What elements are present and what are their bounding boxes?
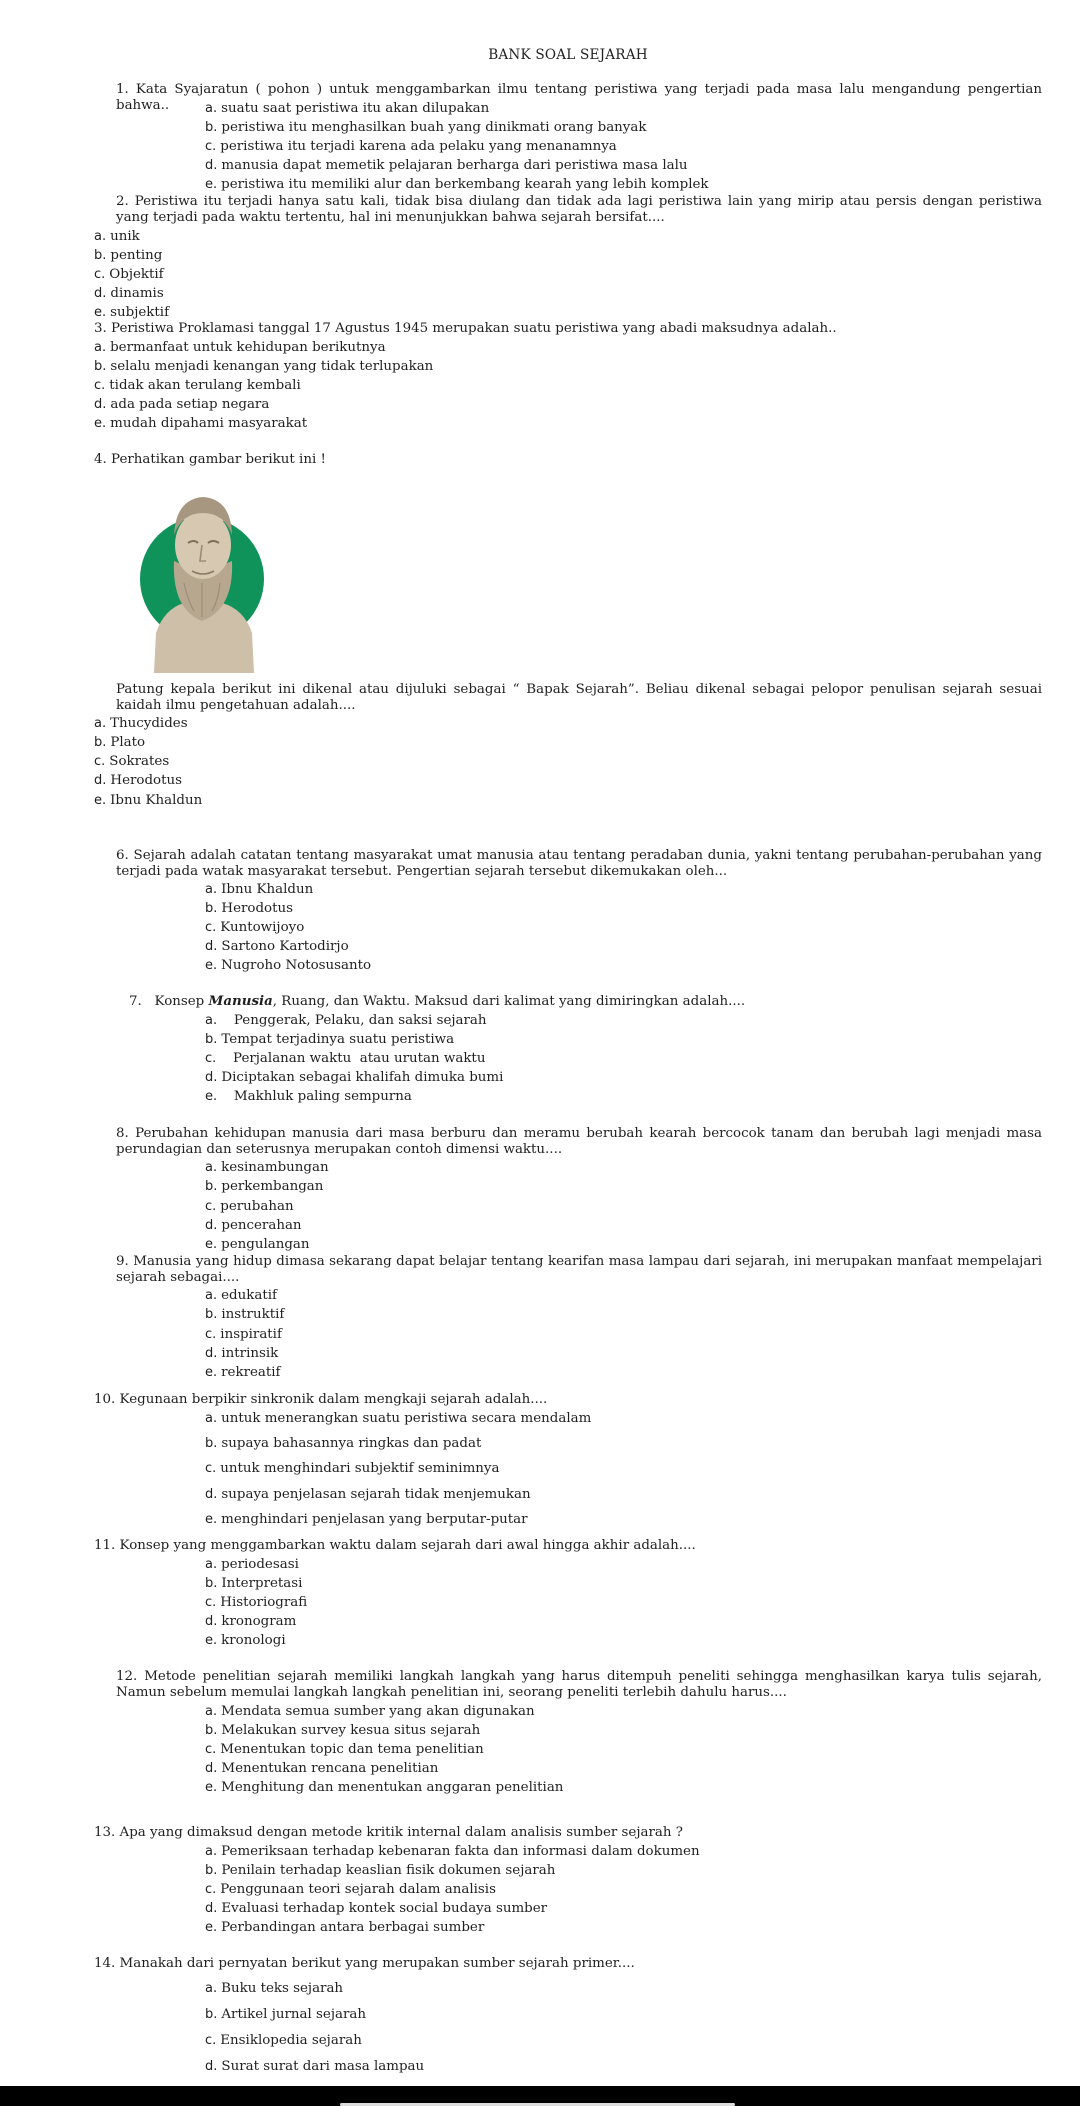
option-text: Menghitung dan menentukan anggaran penelitian (221, 1780, 564, 1795)
option-letter: a. (205, 1557, 218, 1572)
question-14-option-d[interactable] (205, 2057, 424, 2076)
question-3-option-a[interactable] (94, 338, 386, 357)
option-text: manusia dapat memetik pelajaran berharga dari peristiwa masa lalu (221, 158, 688, 173)
question-2-option-e[interactable] (94, 303, 169, 322)
option-letter: a. (205, 101, 218, 116)
question-3-option-c[interactable] (94, 376, 301, 395)
option-text: Perjalanan waktu atau urutan waktu (220, 1051, 486, 1066)
question-8-option-d[interactable] (205, 1216, 302, 1235)
option-letter: b. (205, 901, 218, 916)
option-letter: a. (205, 1288, 218, 1303)
option-text: subjektif (110, 305, 170, 320)
option-letter: d. (205, 1487, 218, 1502)
question-4-option-b[interactable] (94, 733, 145, 752)
question-2-stem: 2. Peristiwa itu terjadi hanya satu kali, tidak bisa diulang dan tidak ada lagi peristiwa lain yang mirip atau persis dengan peristiwa yang terjadi pada waktu tertentu, hal ini menunjukkan bahwa sejarah bersifat.... (116, 194, 1042, 225)
option-letter: e. (205, 1237, 218, 1252)
question-6-option-a[interactable] (205, 880, 313, 899)
question-14-option-c[interactable] (205, 2031, 362, 2050)
option-letter: e. (94, 793, 107, 808)
option-text: Herodotus (221, 901, 293, 916)
option-text: Nugroho Notosusanto (221, 958, 372, 973)
option-letter: e. (205, 1920, 218, 1935)
option-text: perubahan (220, 1199, 294, 1214)
option-letter: c. (205, 1595, 217, 1610)
option-text: kesinambungan (221, 1160, 329, 1175)
question-9-option-b[interactable] (205, 1305, 284, 1324)
option-text: Menentukan topic dan tema penelitian (220, 1742, 484, 1757)
question-6-option-b[interactable] (205, 899, 293, 918)
option-letter: d. (94, 286, 107, 301)
option-text: inspiratif (220, 1327, 282, 1342)
page-title: BANK SOAL SEJARAH (488, 47, 648, 63)
question-12-stem: 12. Metode penelitian sejarah memiliki langkah langkah yang harus ditempuh peneliti sehingga menghasilkan karya tulis sejarah, Namun sebelum memulai langkah langkah penelitian ini, seorang peneliti terlebih dahulu harus.... (116, 1669, 1042, 1700)
question-1-option-b[interactable] (205, 118, 646, 137)
question-12-option-b[interactable] (205, 1721, 480, 1740)
question-13-option-d[interactable] (205, 1899, 547, 1918)
option-text: Diciptakan sebagai khalifah dimuka bumi (221, 1070, 504, 1085)
option-letter: c. (205, 139, 217, 154)
question-1-option-d[interactable] (205, 156, 688, 175)
question-11-stem: 11. Konsep yang menggambarkan waktu dalam sejarah dari awal hingga akhir adalah.... (94, 1538, 696, 1553)
question-10-option-b[interactable] (205, 1434, 481, 1453)
option-text: peristiwa itu terjadi karena ada pelaku yang menanamnya (220, 139, 617, 154)
option-letter: b. (94, 359, 107, 374)
option-letter: c. (205, 1199, 217, 1214)
question-7-stem (129, 994, 1055, 1010)
question-13-option-c[interactable] (205, 1880, 496, 1899)
option-text: Ibnu Khaldun (221, 882, 314, 897)
question-6-option-c[interactable] (205, 918, 304, 937)
option-letter: e. (94, 416, 107, 431)
question-8-option-b[interactable] (205, 1177, 323, 1196)
option-text: dinamis (110, 286, 164, 301)
option-letter: d. (205, 1614, 218, 1629)
question-8-stem: 8. Perubahan kehidupan manusia dari masa berburu dan meramu berubah kearah bercocok tanam dan berubah lagi menjadi masa perundagian dan seterusnya merupakan contoh dimensi waktu.... (116, 1126, 1042, 1157)
option-letter: d. (205, 1218, 218, 1233)
option-letter: e. (205, 1780, 218, 1795)
question-2-option-a[interactable] (94, 227, 140, 246)
question-10-option-a[interactable] (205, 1409, 591, 1428)
question-14-option-a[interactable] (205, 1979, 343, 1998)
question-2-option-b[interactable] (94, 246, 162, 265)
option-text: Sokrates (109, 754, 170, 769)
question-3-option-b[interactable] (94, 357, 433, 376)
option-text: Historiografi (220, 1595, 308, 1610)
option-text: Artikel jurnal sejarah (221, 2007, 366, 2022)
option-letter: d. (205, 158, 218, 173)
option-letter: b. (205, 1307, 218, 1322)
option-letter: c. (205, 920, 217, 935)
option-letter: a. (205, 1013, 218, 1028)
option-letter: a. (94, 229, 107, 244)
option-text: peristiwa itu menghasilkan buah yang dinikmati orang banyak (221, 120, 647, 135)
option-text: Ibnu Khaldun (110, 793, 203, 808)
option-text: Interpretasi (221, 1576, 303, 1591)
option-letter: d. (94, 397, 107, 412)
question-1-option-e[interactable] (205, 175, 709, 194)
question-3-option-d[interactable] (94, 395, 269, 414)
option-letter: a. (205, 1981, 218, 1996)
option-text: Kuntowijoyo (220, 920, 305, 935)
option-text: Ensiklopedia sejarah (220, 2033, 362, 2048)
question-1-stem: 1. Kata Syajaratun ( pohon ) untuk menggambarkan ilmu tentang peristiwa yang terjadi pada masa lalu mengandung pengertian bahwa.. (116, 82, 1042, 113)
question-4-option-a[interactable] (94, 714, 188, 733)
question-13-option-e[interactable] (205, 1918, 484, 1937)
option-letter: c. (205, 1327, 217, 1342)
option-letter: c. (94, 754, 106, 769)
question-4-option-d[interactable] (94, 771, 182, 790)
question-9-option-e[interactable] (205, 1363, 281, 1382)
option-text: Buku teks sejarah (221, 1981, 344, 1996)
option-letter: d. (205, 1901, 218, 1916)
question-3-stem: 3. Peristiwa Proklamasi tanggal 17 Agustus 1945 merupakan suatu peristiwa yang abadi maksudnya adalah.. (94, 321, 837, 336)
option-text: supaya bahasannya ringkas dan padat (221, 1436, 482, 1451)
option-letter: d. (205, 2059, 218, 2074)
option-letter: d. (94, 773, 107, 788)
option-letter: c. (205, 1742, 217, 1757)
option-letter: e. (205, 1633, 218, 1648)
question-11-option-e[interactable] (205, 1631, 286, 1650)
question-7-option-d[interactable] (205, 1068, 503, 1087)
option-text: penting (110, 248, 163, 263)
option-text: Menentukan rencana penelitian (221, 1761, 439, 1776)
option-letter: a. (205, 1704, 218, 1719)
option-letter: b. (205, 120, 218, 135)
option-text: Makhluk paling sempurna (221, 1089, 412, 1104)
option-letter: d. (205, 1761, 218, 1776)
question-10-stem: 10. Kegunaan berpikir sinkronik dalam mengkaji sejarah adalah.... (94, 1392, 548, 1407)
question-9-option-c[interactable] (205, 1325, 282, 1344)
bust-face (175, 511, 231, 579)
stem-text: 7. Konsep (129, 994, 209, 1009)
option-letter: e. (205, 1512, 218, 1527)
question-7-option-e[interactable] (205, 1087, 412, 1106)
option-letter: e. (94, 305, 107, 320)
question-9-stem: 9. Manusia yang hidup dimasa sekarang dapat belajar tentang kearifan masa lampau dari sejarah, ini merupakan manfaat mempelajari sejarah sebagai.... (116, 1254, 1042, 1285)
question-6-option-e[interactable] (205, 956, 371, 975)
option-text: Penggerak, Pelaku, dan saksi sejarah (221, 1013, 487, 1028)
question-7-option-c[interactable] (205, 1049, 485, 1068)
option-text: Melakukan survey kesua situs sejarah (221, 1723, 481, 1738)
question-6-option-d[interactable] (205, 937, 349, 956)
option-letter: c. (94, 378, 106, 393)
option-text: pengulangan (221, 1237, 310, 1252)
option-letter: a. (205, 1411, 218, 1426)
question-13-option-b[interactable] (205, 1861, 555, 1880)
option-text: kronogram (221, 1614, 297, 1629)
question-6-stem: 6. Sejarah adalah catatan tentang masyarakat umat manusia atau tentang peradaban dunia, yakni tentang perubahan-perubahan yang terjadi pada watak masyarakat tersebut. Pengertian sejarah tersebut dikemukakan oleh... (116, 848, 1042, 879)
option-letter: b. (94, 735, 107, 750)
option-text: untuk menghindari subjektif seminimnya (220, 1461, 500, 1476)
question-10-option-e[interactable] (205, 1510, 528, 1529)
option-text: Objektif (109, 267, 164, 282)
option-letter: b. (205, 2007, 218, 2022)
option-text: Thucydides (110, 716, 188, 731)
option-letter: a. (94, 716, 107, 731)
option-text: Surat surat dari masa lampau (221, 2059, 425, 2074)
option-letter: c. (94, 267, 106, 282)
option-text: Evaluasi terhadap kontek social budaya sumber (221, 1901, 548, 1916)
option-text: Pemeriksaan terhadap kebenaran fakta dan informasi dalam dokumen (221, 1844, 700, 1859)
question-12-option-a[interactable] (205, 1702, 535, 1721)
option-letter: d. (205, 1070, 218, 1085)
option-letter: b. (94, 248, 107, 263)
option-letter: c. (205, 1051, 217, 1066)
option-text: Sartono Kartodirjo (221, 939, 349, 954)
option-letter: d. (205, 1346, 218, 1361)
question-13-option-a[interactable] (205, 1842, 700, 1861)
question-1-option-c[interactable] (205, 137, 617, 156)
stem-text: , Ruang, dan Waktu. Maksud dari kalimat yang dimiringkan adalah.... (272, 994, 746, 1009)
option-text: ada pada setiap negara (110, 397, 270, 412)
option-text: perkembangan (221, 1179, 324, 1194)
option-letter: e. (205, 177, 218, 192)
option-text: supaya penjelasan sejarah tidak menjemukan (221, 1487, 531, 1502)
option-letter: a. (205, 1844, 218, 1859)
question-8-option-a[interactable] (205, 1158, 329, 1177)
option-text: Plato (110, 735, 146, 750)
question-10-option-d[interactable] (205, 1485, 531, 1504)
question-7-option-b[interactable] (205, 1030, 454, 1049)
question-1-option-a[interactable] (205, 99, 489, 118)
option-text: Penilain terhadap keaslian fisik dokumen sejarah (221, 1863, 556, 1878)
option-text: kronologi (221, 1633, 286, 1648)
question-11-option-c[interactable] (205, 1593, 307, 1612)
question-12-option-c[interactable] (205, 1740, 484, 1759)
option-letter: b. (205, 1723, 218, 1738)
option-text: unik (110, 229, 140, 244)
option-letter: c. (205, 2033, 217, 2048)
question-11-option-a[interactable] (205, 1555, 299, 1574)
question-4-option-c[interactable] (94, 752, 169, 771)
option-text: Tempat terjadinya suatu peristiwa (221, 1032, 455, 1047)
question-11-option-b[interactable] (205, 1574, 302, 1593)
question-2-option-c[interactable] (94, 265, 164, 284)
question-10-option-c[interactable] (205, 1459, 499, 1478)
option-text: Penggunaan teori sejarah dalam analisis (220, 1882, 496, 1897)
option-letter: a. (94, 340, 107, 355)
option-text: peristiwa itu memiliki alur dan berkembang kearah yang lebih komplek (221, 177, 709, 192)
question-11-option-d[interactable] (205, 1612, 296, 1631)
option-text: instruktif (221, 1307, 285, 1322)
option-letter: e. (205, 1089, 218, 1104)
option-letter: e. (205, 1365, 218, 1380)
option-text: rekreatif (221, 1365, 281, 1380)
option-text: Herodotus (110, 773, 182, 788)
question-4-stem-2: Patung kepala berikut ini dikenal atau dijuluki sebagai “ Bapak Sejarah”. Beliau dikenal sebagai pelopor penulisan sejarah sesuai kaidah ilmu pengetahuan adalah.... (116, 682, 1042, 713)
option-text: periodesasi (221, 1557, 299, 1572)
option-letter: d. (205, 939, 218, 954)
option-letter: c. (205, 1882, 217, 1897)
option-text: menghindari penjelasan yang berputar-putar (221, 1512, 528, 1527)
option-text: edukatif (221, 1288, 277, 1303)
option-letter: b. (205, 1436, 218, 1451)
option-letter: a. (205, 882, 218, 897)
option-letter: b. (205, 1863, 218, 1878)
option-text: pencerahan (221, 1218, 302, 1233)
question-2-option-d[interactable] (94, 284, 164, 303)
option-letter: b. (205, 1179, 218, 1194)
option-letter: e. (205, 958, 218, 973)
question-4-option-e[interactable] (94, 791, 202, 810)
question-8-option-c[interactable] (205, 1197, 294, 1216)
stem-emphasis: Manusia (208, 993, 273, 1009)
bust-icon (136, 483, 270, 673)
question-8-option-e[interactable] (205, 1235, 310, 1254)
question-9-option-d[interactable] (205, 1344, 278, 1363)
option-text: Perbandingan antara berbagai sumber (221, 1920, 485, 1935)
question-14-stem: 14. Manakah dari pernyatan berikut yang merupakan sumber sejarah primer.... (94, 1956, 635, 1971)
question-9-option-a[interactable] (205, 1286, 277, 1305)
option-text: intrinsik (221, 1346, 279, 1361)
question-4-stem: 4. Perhatikan gambar berikut ini ! (94, 452, 326, 467)
option-text: suatu saat peristiwa itu akan dilupakan (221, 101, 490, 116)
question-12-option-d[interactable] (205, 1759, 438, 1778)
option-text: mudah dipahami masyarakat (110, 416, 308, 431)
option-text: bermanfaat untuk kehidupan berikutnya (110, 340, 386, 355)
question-3-option-e[interactable] (94, 414, 307, 433)
option-text: tidak akan terulang kembali (109, 378, 301, 393)
option-letter: b. (205, 1032, 218, 1047)
question-12-option-e[interactable] (205, 1778, 563, 1797)
question-14-option-b[interactable] (205, 2005, 366, 2024)
option-letter: b. (205, 1576, 218, 1591)
option-text: untuk menerangkan suatu peristiwa secara mendalam (221, 1411, 592, 1426)
option-text: Mendata semua sumber yang akan digunakan (221, 1704, 535, 1719)
option-text: selalu menjadi kenangan yang tidak terlupakan (110, 359, 434, 374)
question-7-option-a[interactable] (205, 1011, 487, 1030)
option-letter: c. (205, 1461, 217, 1476)
option-letter: a. (205, 1160, 218, 1175)
question-13-stem: 13. Apa yang dimaksud dengan metode kritik internal dalam analisis sumber sejarah ? (94, 1825, 683, 1840)
